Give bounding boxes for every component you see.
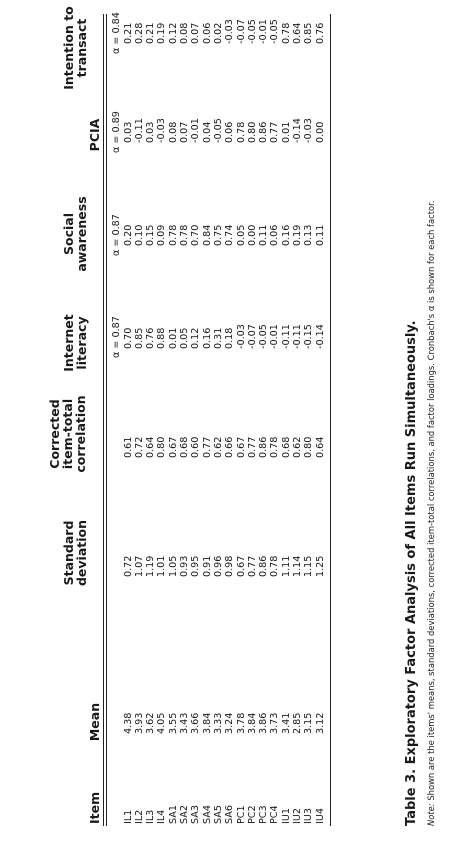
cell-mean: 3.84 xyxy=(246,712,258,734)
alpha-pcia: α = 0.89 xyxy=(111,111,122,153)
cell-il: 0.70 xyxy=(122,327,134,349)
table-row xyxy=(168,14,179,826)
cell-il: -0.11 xyxy=(280,324,292,349)
header-top-rule xyxy=(103,14,104,826)
cell-corr: 0.86 xyxy=(258,436,270,458)
cell-pcia: -0.14 xyxy=(292,118,303,143)
table-row xyxy=(213,14,224,826)
cell-mean: 3.86 xyxy=(258,712,270,734)
cell-pcia: 0.77 xyxy=(269,121,281,143)
cell-il: -0.03 xyxy=(235,324,247,349)
cell-item: SA1 xyxy=(167,805,179,824)
cell-item: IL2 xyxy=(133,809,145,824)
cell-sd: 1.01 xyxy=(156,555,168,577)
cell-mean: 3.55 xyxy=(167,712,179,734)
cell-mean: 3.93 xyxy=(133,712,145,734)
cell-iu: 0.21 xyxy=(145,22,157,44)
table-row xyxy=(292,14,303,826)
cell-iu: 0.85 xyxy=(303,22,315,44)
cell-il: 0.76 xyxy=(145,327,157,349)
cell-pcia: -0.01 xyxy=(190,118,202,143)
cell-pcia: 0.07 xyxy=(179,121,190,143)
cell-sd: 0.77 xyxy=(246,555,258,577)
cell-sd: 1.19 xyxy=(145,555,157,577)
table-row xyxy=(236,14,247,826)
cell-item: IL3 xyxy=(145,809,157,824)
cell-il: -0.01 xyxy=(269,324,281,349)
header-pcia: PCIA xyxy=(87,118,102,152)
cell-mean: 3.78 xyxy=(235,712,247,734)
cell-sa: 0.13 xyxy=(303,224,315,246)
cell-il: -0.05 xyxy=(258,324,270,349)
cell-sd: 1.11 xyxy=(280,555,292,577)
cell-sd: 1.25 xyxy=(314,555,326,577)
cell-sd: 1.14 xyxy=(292,555,303,577)
cell-mean: 4.05 xyxy=(156,712,168,734)
cell-il: -0.11 xyxy=(292,324,303,349)
cell-sa: 0.84 xyxy=(201,224,213,246)
cell-pcia: -0.03 xyxy=(156,118,168,143)
cell-corr: 0.77 xyxy=(201,436,213,458)
cell-item: IU1 xyxy=(280,808,292,824)
cell-il: 0.05 xyxy=(179,327,190,349)
cell-pcia: 0.80 xyxy=(246,121,258,143)
cell-corr: 0.67 xyxy=(235,436,247,458)
cell-sd: 0.96 xyxy=(212,555,224,577)
cell-il: 0.12 xyxy=(190,327,202,349)
cell-pcia: 0.03 xyxy=(122,121,134,143)
cell-sd: 0.93 xyxy=(179,555,190,577)
cell-mean: 3.66 xyxy=(190,712,202,734)
cell-item: SA2 xyxy=(179,805,190,824)
header-social-awareness: Social awareness xyxy=(61,196,89,272)
cell-item: PC2 xyxy=(246,805,258,824)
cell-pcia: 0.86 xyxy=(258,121,270,143)
cell-iu: 0.07 xyxy=(190,22,202,44)
cell-item: IL4 xyxy=(156,809,168,824)
cell-iu: 0.08 xyxy=(179,22,190,44)
header-internet-literacy: Internet literacy xyxy=(61,314,89,372)
cell-mean: 3.12 xyxy=(314,712,326,734)
cell-pcia: 0.08 xyxy=(167,121,179,143)
cell-mean: 3.62 xyxy=(145,712,157,734)
cell-sa: 0.05 xyxy=(235,224,247,246)
cell-sa: 0.16 xyxy=(280,224,292,246)
alpha-internet-literacy: α = 0.87 xyxy=(111,316,122,358)
header-mean: Mean xyxy=(87,702,102,742)
cell-iu: -0.01 xyxy=(258,19,270,44)
table-row xyxy=(281,14,292,826)
cell-mean: 3.33 xyxy=(212,712,224,734)
cell-item: IL1 xyxy=(122,809,134,824)
alpha-intention-to-transact: α = 0.84 xyxy=(111,12,122,54)
table-row xyxy=(134,14,145,826)
cell-sd: 0.95 xyxy=(190,555,202,577)
cell-iu: 0.06 xyxy=(201,22,213,44)
note-text: Shown are the items' means, standard deviations, corrected item-total correlations, and factor loadings. Cronbach's α is shown for each factor. xyxy=(426,200,436,804)
cell-pcia: 0.04 xyxy=(201,121,213,143)
cell-sa: 0.10 xyxy=(133,224,145,246)
cell-sd: 0.86 xyxy=(258,555,270,577)
cell-item: PC3 xyxy=(258,805,270,824)
cell-corr: 0.80 xyxy=(303,436,315,458)
table-row xyxy=(156,14,167,826)
cell-sd: 0.72 xyxy=(122,555,134,577)
cell-corr: 0.72 xyxy=(133,436,145,458)
table-note xyxy=(426,201,436,826)
cell-pcia: 0.06 xyxy=(224,121,236,143)
header-intention-to-transact: Intention to transact xyxy=(61,6,89,90)
cell-sa: 0.15 xyxy=(145,224,157,246)
cell-iu: -0.07 xyxy=(235,19,247,44)
cell-iu: 0.28 xyxy=(133,22,145,44)
cell-mean: 3.84 xyxy=(201,712,213,734)
cell-corr: 0.64 xyxy=(145,436,157,458)
cell-corr: 0.68 xyxy=(280,436,292,458)
cell-sd: 0.98 xyxy=(224,555,236,577)
cell-il: 0.85 xyxy=(133,327,145,349)
header-standard-deviation: Standard deviation xyxy=(61,519,89,587)
cell-pcia: 0.01 xyxy=(280,121,292,143)
cell-sa: 0.75 xyxy=(212,224,224,246)
cell-corr: 0.77 xyxy=(246,436,258,458)
table-row xyxy=(258,14,269,826)
cell-item: PC4 xyxy=(269,805,281,824)
cell-il: 0.18 xyxy=(224,327,236,349)
cell-iu: 0.76 xyxy=(314,22,326,44)
table-bottom-rule xyxy=(330,14,331,826)
cell-iu: 0.02 xyxy=(212,22,224,44)
cell-sa: 0.06 xyxy=(269,224,281,246)
cell-sd: 1.05 xyxy=(167,555,179,577)
cell-pcia: 0.00 xyxy=(314,121,326,143)
cell-item: IU4 xyxy=(314,808,326,824)
cell-corr: 0.67 xyxy=(167,436,179,458)
cell-iu: -0.05 xyxy=(269,19,281,44)
cell-corr: 0.62 xyxy=(292,436,303,458)
cell-il: 0.01 xyxy=(167,327,179,349)
cell-iu: 0.78 xyxy=(280,22,292,44)
cell-mean: 3.73 xyxy=(269,712,281,734)
cell-item: SA5 xyxy=(212,805,224,824)
cell-sa: 0.00 xyxy=(246,224,258,246)
cell-item: SA3 xyxy=(190,805,202,824)
cell-item: PC1 xyxy=(235,805,247,824)
cell-il: 0.16 xyxy=(201,327,213,349)
cell-sd: 0.67 xyxy=(235,555,247,577)
cell-iu: 0.12 xyxy=(167,22,179,44)
cell-sa: 0.70 xyxy=(190,224,202,246)
table-row xyxy=(202,14,213,826)
cell-corr: 0.60 xyxy=(190,436,202,458)
header-item: Item xyxy=(87,791,102,824)
cell-pcia: -0.03 xyxy=(303,118,315,143)
cell-item: IU2 xyxy=(292,808,303,824)
header-corrected-item-total-correlation: Corrected item-total correlation xyxy=(47,395,88,473)
cell-corr: 0.66 xyxy=(224,436,236,458)
cell-sa: 0.78 xyxy=(167,224,179,246)
table-row xyxy=(123,14,134,826)
cell-iu: 0.64 xyxy=(292,22,303,44)
cell-corr: 0.78 xyxy=(269,436,281,458)
cell-il: -0.15 xyxy=(303,324,315,349)
cell-sa: 0.74 xyxy=(224,224,236,246)
cell-iu: 0.21 xyxy=(122,22,134,44)
alpha-row xyxy=(111,14,122,826)
cell-sd: 1.07 xyxy=(133,555,145,577)
cell-sa: 0.19 xyxy=(292,224,303,246)
cell-sa: 0.20 xyxy=(122,224,134,246)
cell-mean: 3.15 xyxy=(303,712,315,734)
cell-iu: -0.05 xyxy=(246,19,258,44)
cell-item: SA6 xyxy=(224,805,236,824)
cell-sd: 0.78 xyxy=(269,555,281,577)
table-row xyxy=(145,14,156,826)
table-row xyxy=(179,14,190,826)
cell-corr: 0.62 xyxy=(212,436,224,458)
cell-iu: -0.03 xyxy=(224,19,236,44)
table-row xyxy=(315,14,326,826)
alpha-social-awareness: α = 0.87 xyxy=(111,214,122,256)
cell-il: -0.07 xyxy=(246,324,258,349)
cell-sd: 1.15 xyxy=(303,555,315,577)
cell-mean: 2.85 xyxy=(292,712,303,734)
cell-mean: 3.41 xyxy=(280,712,292,734)
table-row xyxy=(303,14,314,826)
header-bottom-rule xyxy=(106,14,107,826)
table-row xyxy=(247,14,258,826)
cell-sa: 0.11 xyxy=(314,224,326,246)
cell-mean: 3.43 xyxy=(179,712,190,734)
cell-mean: 4.38 xyxy=(122,712,134,734)
cell-sa: 0.09 xyxy=(156,224,168,246)
table-row xyxy=(190,14,201,826)
cell-sd: 0.91 xyxy=(201,555,213,577)
cell-sa: 0.78 xyxy=(179,224,190,246)
cell-corr: 0.80 xyxy=(156,436,168,458)
cell-corr: 0.64 xyxy=(314,436,326,458)
table-row xyxy=(224,14,235,826)
cell-il: -0.14 xyxy=(314,324,326,349)
table-row xyxy=(269,14,280,826)
cell-il: 0.88 xyxy=(156,327,168,349)
cell-sa: 0.11 xyxy=(258,224,270,246)
cell-corr: 0.68 xyxy=(179,436,190,458)
cell-pcia: -0.05 xyxy=(212,118,224,143)
note-label: Note: xyxy=(426,803,436,826)
cell-il: 0.31 xyxy=(212,327,224,349)
cell-iu: 0.19 xyxy=(156,22,168,44)
table-caption: Table 3. Exploratory Factor Analysis of All Items Run Simultaneously. xyxy=(404,320,419,826)
cell-pcia: 0.03 xyxy=(145,121,157,143)
cell-item: SA4 xyxy=(201,805,213,824)
cell-item: IU3 xyxy=(303,808,315,824)
cell-corr: 0.61 xyxy=(122,436,134,458)
cell-pcia: -0.11 xyxy=(133,118,145,143)
cell-pcia: 0.78 xyxy=(235,121,247,143)
cell-mean: 3.24 xyxy=(224,712,236,734)
